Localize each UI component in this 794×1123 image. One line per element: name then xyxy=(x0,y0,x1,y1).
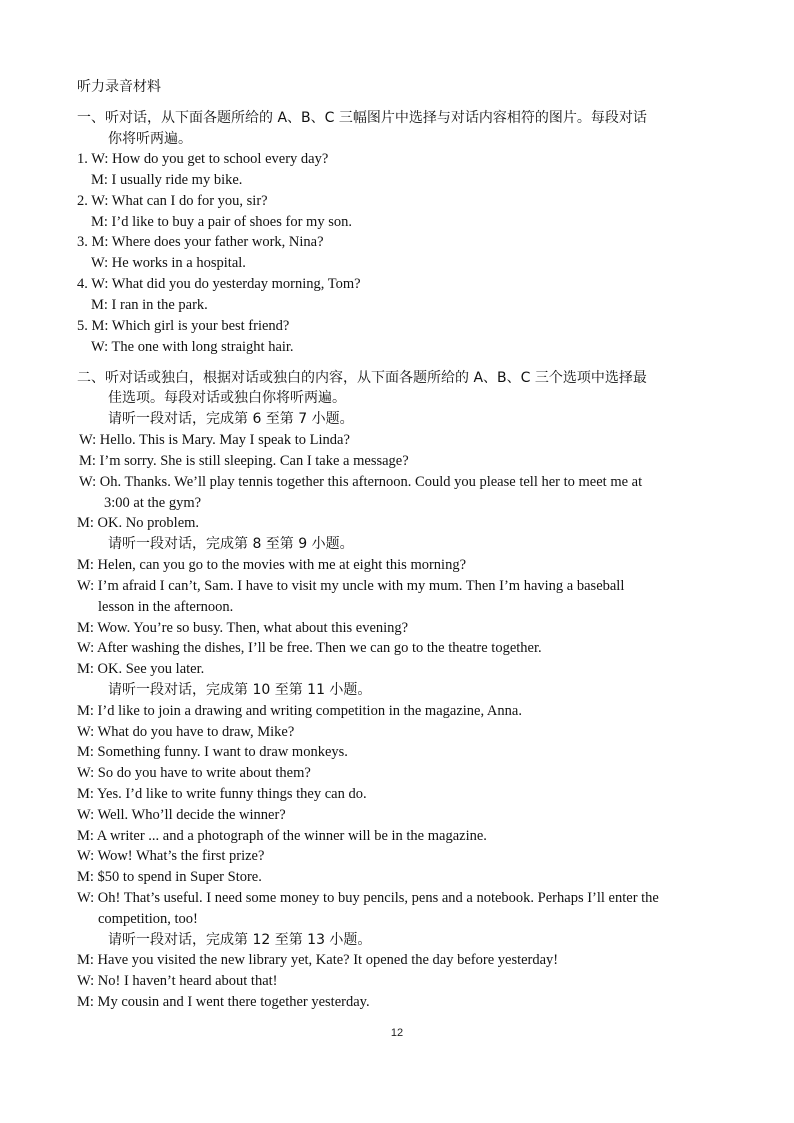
transcript-line: W: Oh! That’s useful. I need some money to buy pencils, pens and a notebook. Perhaps I’ll enter the xyxy=(77,890,659,906)
transcript-line: 3. M: Where does your father work, Nina? xyxy=(77,234,324,250)
transcript-line: W: So do you have to write about them? xyxy=(77,765,311,781)
transcript-line: W: Oh. Thanks. We’ll play tennis together this afternoon. Could you please tell her to meet me at xyxy=(79,474,643,490)
dialogue-instruction: 请听一段对话，完成第 6 至第 7 小题。 xyxy=(108,411,354,427)
transcript-line: W: The one with long straight hair. xyxy=(91,339,294,355)
transcript-line: lesson in the afternoon. xyxy=(98,599,234,615)
transcript-line: W: What do you have to draw, Mike? xyxy=(77,724,295,740)
transcript-line: W: Well. Who’ll decide the winner? xyxy=(77,807,286,823)
transcript-line: W: Hello. This is Mary. May I speak to Linda? xyxy=(79,432,350,448)
dialogue-instruction: 请听一段对话，完成第 8 至第 9 小题。 xyxy=(108,536,354,552)
transcript-line: W: He works in a hospital. xyxy=(91,255,246,271)
transcript-line: M: I usually ride my bike. xyxy=(91,172,243,188)
transcript-line: M: A writer ... and a photograph of the winner will be in the magazine. xyxy=(77,828,487,844)
transcript-line: W: Wow! What’s the first prize? xyxy=(77,848,265,864)
transcript-line: 2. W: What can I do for you, sir? xyxy=(77,193,268,209)
transcript-line: M: I’d like to join a drawing and writing competition in the magazine, Anna. xyxy=(77,703,522,719)
transcript-line: M: OK. No problem. xyxy=(77,515,200,531)
transcript-line: 5. M: Which girl is your best friend? xyxy=(77,318,290,334)
transcript-line: M: Yes. I’d like to write funny things they can do. xyxy=(77,786,367,802)
section2-heading: 二、听对话或独白，根据对话或独白的内容，从下面各题所给的 A、B、C 三个选项中选择最 xyxy=(77,370,647,386)
section2-heading-cont: 佳选项。每段对话或独白你将听两遍。 xyxy=(108,390,346,406)
transcript-line: 1. W: How do you get to school every day? xyxy=(77,151,329,167)
dialogue-instruction: 请听一段对话，完成第 10 至第 11 小题。 xyxy=(108,682,372,698)
transcript-line: W: After washing the dishes, I’ll be free. Then we can go to the theatre together. xyxy=(77,640,542,656)
transcript-line: 4. W: What did you do yesterday morning, Tom? xyxy=(77,276,361,292)
transcript-line: 3:00 at the gym? xyxy=(104,495,202,511)
transcript-line: W: No! I haven’t heard about that! xyxy=(77,973,278,989)
transcript-line: W: I’m afraid I can’t, Sam. I have to visit my uncle with my mum. Then I’m having a baseball xyxy=(77,578,625,594)
dialogue-instruction: 请听一段对话，完成第 12 至第 13 小题。 xyxy=(108,932,372,948)
transcript-line: M: Helen, can you go to the movies with me at eight this morning? xyxy=(77,557,467,573)
transcript-line: M: I ran in the park. xyxy=(91,297,208,313)
transcript-line: M: My cousin and I went there together yesterday. xyxy=(77,994,370,1010)
transcript-line: M: Wow. You’re so busy. Then, what about this evening? xyxy=(77,620,409,636)
section1-heading: 一、听对话，从下面各题所给的 A、B、C 三幅图片中选择与对话内容相符的图片。每段对话 xyxy=(77,110,647,126)
transcript-line: competition, too! xyxy=(98,911,198,927)
transcript-line: M: I’d like to buy a pair of shoes for my son. xyxy=(91,214,352,230)
section1-heading-cont: 你将听两遍。 xyxy=(108,131,192,147)
document-title: 听力录音材料 xyxy=(77,79,161,95)
transcript-line: M: I’m sorry. She is still sleeping. Can I take a message? xyxy=(79,453,409,469)
transcript-line: M: Have you visited the new library yet, Kate? It opened the day before yesterday! xyxy=(77,952,559,968)
transcript-line: M: $50 to spend in Super Store. xyxy=(77,869,262,885)
page-number: 12 xyxy=(390,1027,404,1039)
transcript-line: M: Something funny. I want to draw monkeys. xyxy=(77,744,348,760)
transcript-line: M: OK. See you later. xyxy=(77,661,205,677)
